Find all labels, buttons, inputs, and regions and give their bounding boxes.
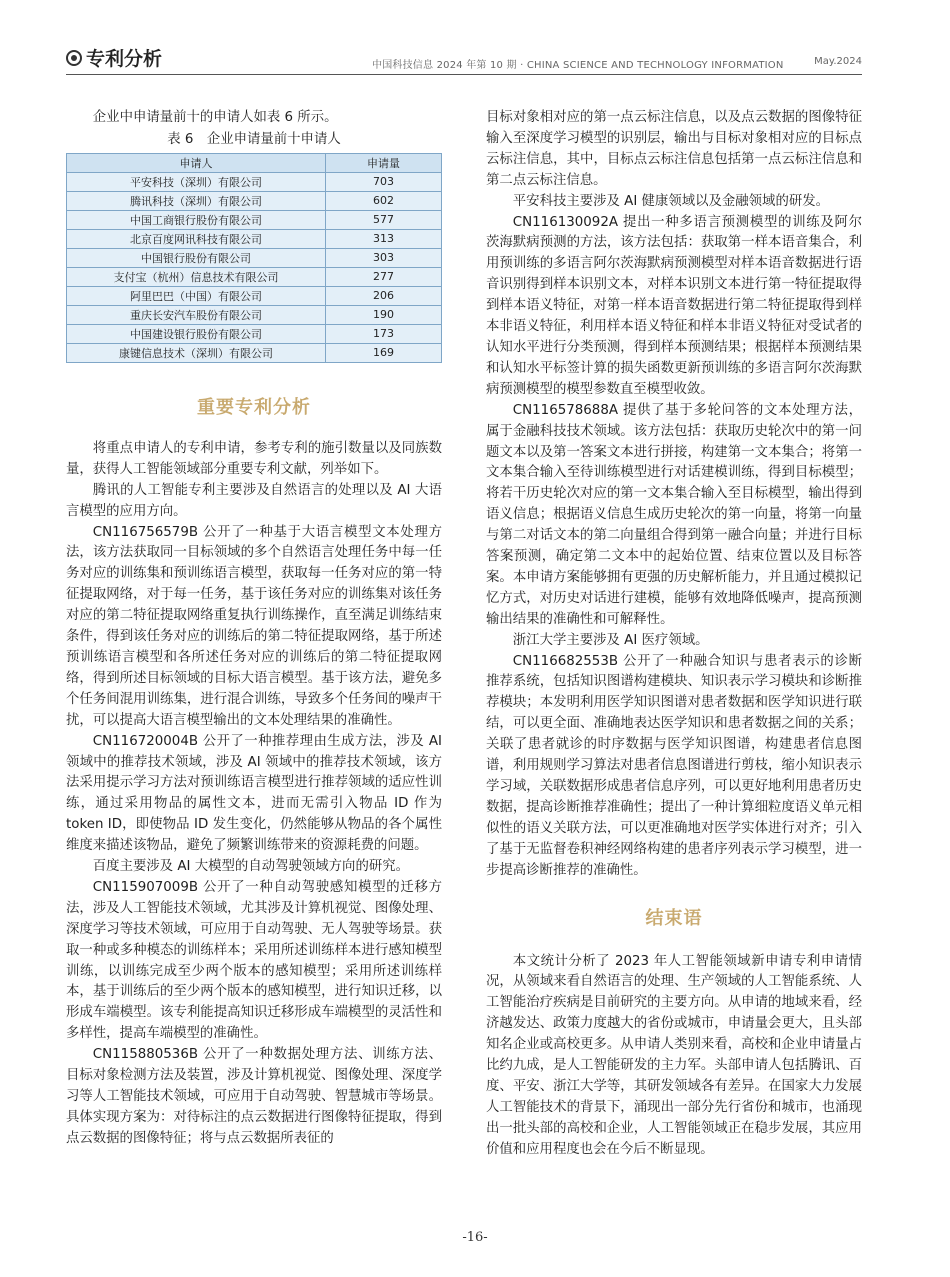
table-header-row: [67, 153, 442, 172]
application-count: 206: [326, 286, 442, 305]
table-intro: 企业中申请量前十的申请人如表 6 所示。: [92, 110, 338, 125]
right-column: [486, 108, 862, 1161]
application-count: 703: [326, 172, 442, 191]
table-row: [67, 191, 442, 210]
table-row: [67, 324, 442, 343]
header-count: 申请量: [326, 153, 442, 172]
application-count: 313: [326, 229, 442, 248]
body-paragraph: CN116720004B 公开了一种推荐理由生成方法，涉及 AI 领域中的推荐技术领域，涉及 AI 领域中的推荐技术领域，该方法采用提示学习方法对预训练语言模型进行推荐领域的适应性训练，通过采用物品的属性文本，进而无需引入物品 ID 作为 token ID，即使物品 ID 发生变化，仍然能够从物品的各个属性维度来描述该物品，避免了频繁训练带来的资源耗费的问题。: [66, 733, 442, 854]
application-count: 173: [326, 324, 442, 343]
applicant-name: 中国银行股份有限公司: [67, 248, 326, 267]
body-paragraph: CN116756579B 公开了一种基于大语言模型文本处理方法，该方法获取同一目标领域的多个自然语言处理任务中每一任务对应的训练集和预训练语言模型，获取每一任务对应的第一特征提取网络，对于每一任务，基于该任务对应的训练集对该任务对应的第二特征提取网络重复执行训练操作，直至满足训练结束条件，得到该任务对应的训练后的第二特征提取网络，基于所述预训练语言模型和各所述任务对应的训练后的第二特征提取网络，得到所述目标领域的目标大语言模型。基于该方法，避免多个任务间混用训练集，进行混合训练，导致多个任务间的噪声干扰，可以提高大语言模型输出的文本处理结果的准确性。: [66, 524, 442, 728]
application-count: 169: [326, 343, 442, 362]
table-row: [67, 210, 442, 229]
application-count: 190: [326, 305, 442, 324]
left-column: [66, 108, 442, 1150]
section-tag: [66, 44, 162, 71]
table-row: [67, 267, 442, 286]
applicant-name: 平安科技（深圳）有限公司: [67, 172, 326, 191]
body-paragraph: CN115907009B 公开了一种自动驾驶感知模型的迁移方法，涉及人工智能技术领域，尤其涉及计算机视觉、图像处理、深度学习等技术领域，可应用于自动驾驶、无人驾驶等场景。获取一种或多种模态的训练样本；采用所述训练样本进行感知模型训练，以训练完成至少两个版本的感知模型；采用所述训练样本，基于训练后的至少两个版本的感知模型，进行知识迁移，以形成车端模型。该专利能提高知识迁移形成车端模型的灵活性和多样性，提高车端模型的准确性。: [66, 879, 442, 1042]
application-count: 303: [326, 248, 442, 267]
applicant-name: 北京百度网讯科技有限公司: [67, 229, 326, 248]
section-heading-conclusion: 结束语: [645, 907, 703, 929]
applicant-name: 中国建设银行股份有限公司: [67, 324, 326, 343]
applicant-name: 中国工商银行股份有限公司: [67, 210, 326, 229]
application-count: 602: [326, 191, 442, 210]
table-row: [67, 286, 442, 305]
body-paragraph: CN116682553B 公开了一种融合知识与患者表示的诊断推荐系统，包括知识图谱构建模块、知识表示学习模块和诊断推荐模块；本发明利用医学知识图谱对患者数据和医学知识进行联结，可以更全面、准确地表达医学知识和患者数据之间的关系；关联了患者就诊的时序数据与医学知识图谱，构建患者信息图谱，利用规则学习算法对患者信息图谱进行剪枝，缩小知识表示学习域，关联数据形成患者信息序列，可以更好地利用患者历史数据，提高诊断推荐准确性；提出了一种计算细粒度语义单元相似性的语义关联方法，可以更准确地对医学实体进行对齐；引入了基于无监督卷积神经网络构建的患者序列表示学习模型，进一步提高诊断推荐的准确性。: [486, 653, 862, 878]
circle-bullet-icon: [66, 50, 82, 66]
section-tag-label: 专利分析: [86, 48, 163, 70]
table-row: [67, 343, 442, 362]
table-row: [67, 229, 442, 248]
body-paragraph: 平安科技主要涉及 AI 健康领域以及金融领域的研发。: [512, 193, 830, 209]
body-paragraph: 将重点申请人的专利申请，参考专利的施引数量以及同族数量，获得人工智能领域部分重要专利文献，列举如下。: [66, 440, 442, 477]
page-header: [66, 44, 862, 75]
header-applicant: 申请人: [67, 153, 326, 172]
application-count: 277: [326, 267, 442, 286]
conclusion-paragraph: 本文统计分析了 2023 年人工智能领域新申请专利申请情况，从领域来看自然语言的处理、生产领域的人工智能系统、人工智能治疗疾病是目前研究的主要方向。从申请的地域来看，经济越发达、政策力度越大的省份或城市，申请量会更大，且头部知名企业或高校更多。从申请人类别来看，高校和企业申请量占比约九成，是人工智能研发的主力军。头部申请人包括腾讯、百度、平安、浙江大学等，其研发领域各有差异。在国家大力发展人工智能技术的背景下，涌现出一部分先行省份和城市，也涌现出一批头部的高校和企业，人工智能领域正在稳步发展，其应用价值和应用程度也会在今后不断显现。: [486, 953, 862, 1157]
body-paragraph: 腾讯的人工智能专利主要涉及自然语言的处理以及 AI 大语言模型的应用方向。: [66, 482, 442, 519]
table-caption: 表 6 企业申请量前十申请人: [167, 131, 341, 147]
table-row: [67, 172, 442, 191]
applicant-name: 支付宝（杭州）信息技术有限公司: [67, 267, 326, 286]
issue-date: May.2024: [814, 56, 862, 67]
section-heading-important-patents: 重要专利分析: [197, 396, 311, 418]
applicant-name: 重庆长安汽车股份有限公司: [67, 305, 326, 324]
applicant-name: 腾讯科技（深圳）有限公司: [67, 191, 326, 210]
table-row: [67, 305, 442, 324]
journal-title: 中国科技信息 2024 年第 10 期 · CHINA SCIENCE AND TECHNOLOGY INFORMATION: [372, 60, 784, 71]
applicant-table: [66, 153, 442, 363]
applicant-name: 阿里巴巴（中国）有限公司: [67, 286, 326, 305]
body-paragraph: CN116578688A 提供了基于多轮问答的文本处理方法，属于金融科技技术领域。该方法包括：获取历史轮次中的第一问题文本以及第一答案文本进行拼接，构建第一文本集合；将第一文本集合输入至待训练模型进行对话建模训练，得到目标模型；将若干历史轮次对应的第一文本集合输入至目标模型，输出得到语义信息；根据语义信息生成历史轮次的第一向量，将第一向量与第二对话文本的第二向量组合得到第一融合向量；并进行目标答案预测，确定第二文本中的起始位置、结束位置以及目标答案。本申请方案能够拥有更强的历史解析能力，并且通过模拟记忆方式，对历史对话进行建模，能够有效地降低噪声，提高预测输出结果的准确性和可解释性。: [486, 402, 862, 627]
body-paragraph: 浙江大学主要涉及 AI 医疗领域。: [512, 632, 709, 648]
body-paragraph: CN116130092A 提出一种多语言预测模型的训练及阿尔茨海默病预测的方法，该方法包括：获取第一样本语音集合，利用预训练的多语言阿尔茨海默病预测模型对样本语音数据进行语音识别得到样本识别文本，对样本识别文本进行第一特征提取得到样本语义特征，对第一样本语音数据进行第二特征提取得到样本非语义特征，利用样本语义特征和样本非语义特征对受试者的认知水平进行分类预测，得到样本预测结果；根据样本预测结果和认知水平标签计算的损失函数更新预训练的多语言阿尔茨海默病预测模型的模型参数直至模型收敛。: [486, 214, 862, 397]
body-paragraph: CN115880536B 公开了一种数据处理方法、训练方法、目标对象检测方法及装置，涉及计算机视觉、图像处理、深度学习等人工智能技术领域，可应用于自动驾驶、智慧城市等场景。具体实现方案为：对待标注的点云数据进行图像特征提取，得到点云数据的图像特征；将与点云数据所表征的: [66, 1047, 442, 1146]
page-number: -16-: [462, 1230, 488, 1245]
body-paragraph: 百度主要涉及 AI 大模型的自动驾驶领域方向的研究。: [92, 859, 410, 875]
table-row: [67, 248, 442, 267]
applicant-name: 康键信息技术（深圳）有限公司: [67, 343, 326, 362]
application-count: 577: [326, 210, 442, 229]
body-paragraph: 目标对象相对应的第一点云标注信息，以及点云数据的图像特征输入至深度学习模型的识别层，输出与目标对象相对应的目标点云标注信息，其中，目标点云标注信息包括第一点云标注信息和第二点云标注信息。: [486, 110, 862, 188]
